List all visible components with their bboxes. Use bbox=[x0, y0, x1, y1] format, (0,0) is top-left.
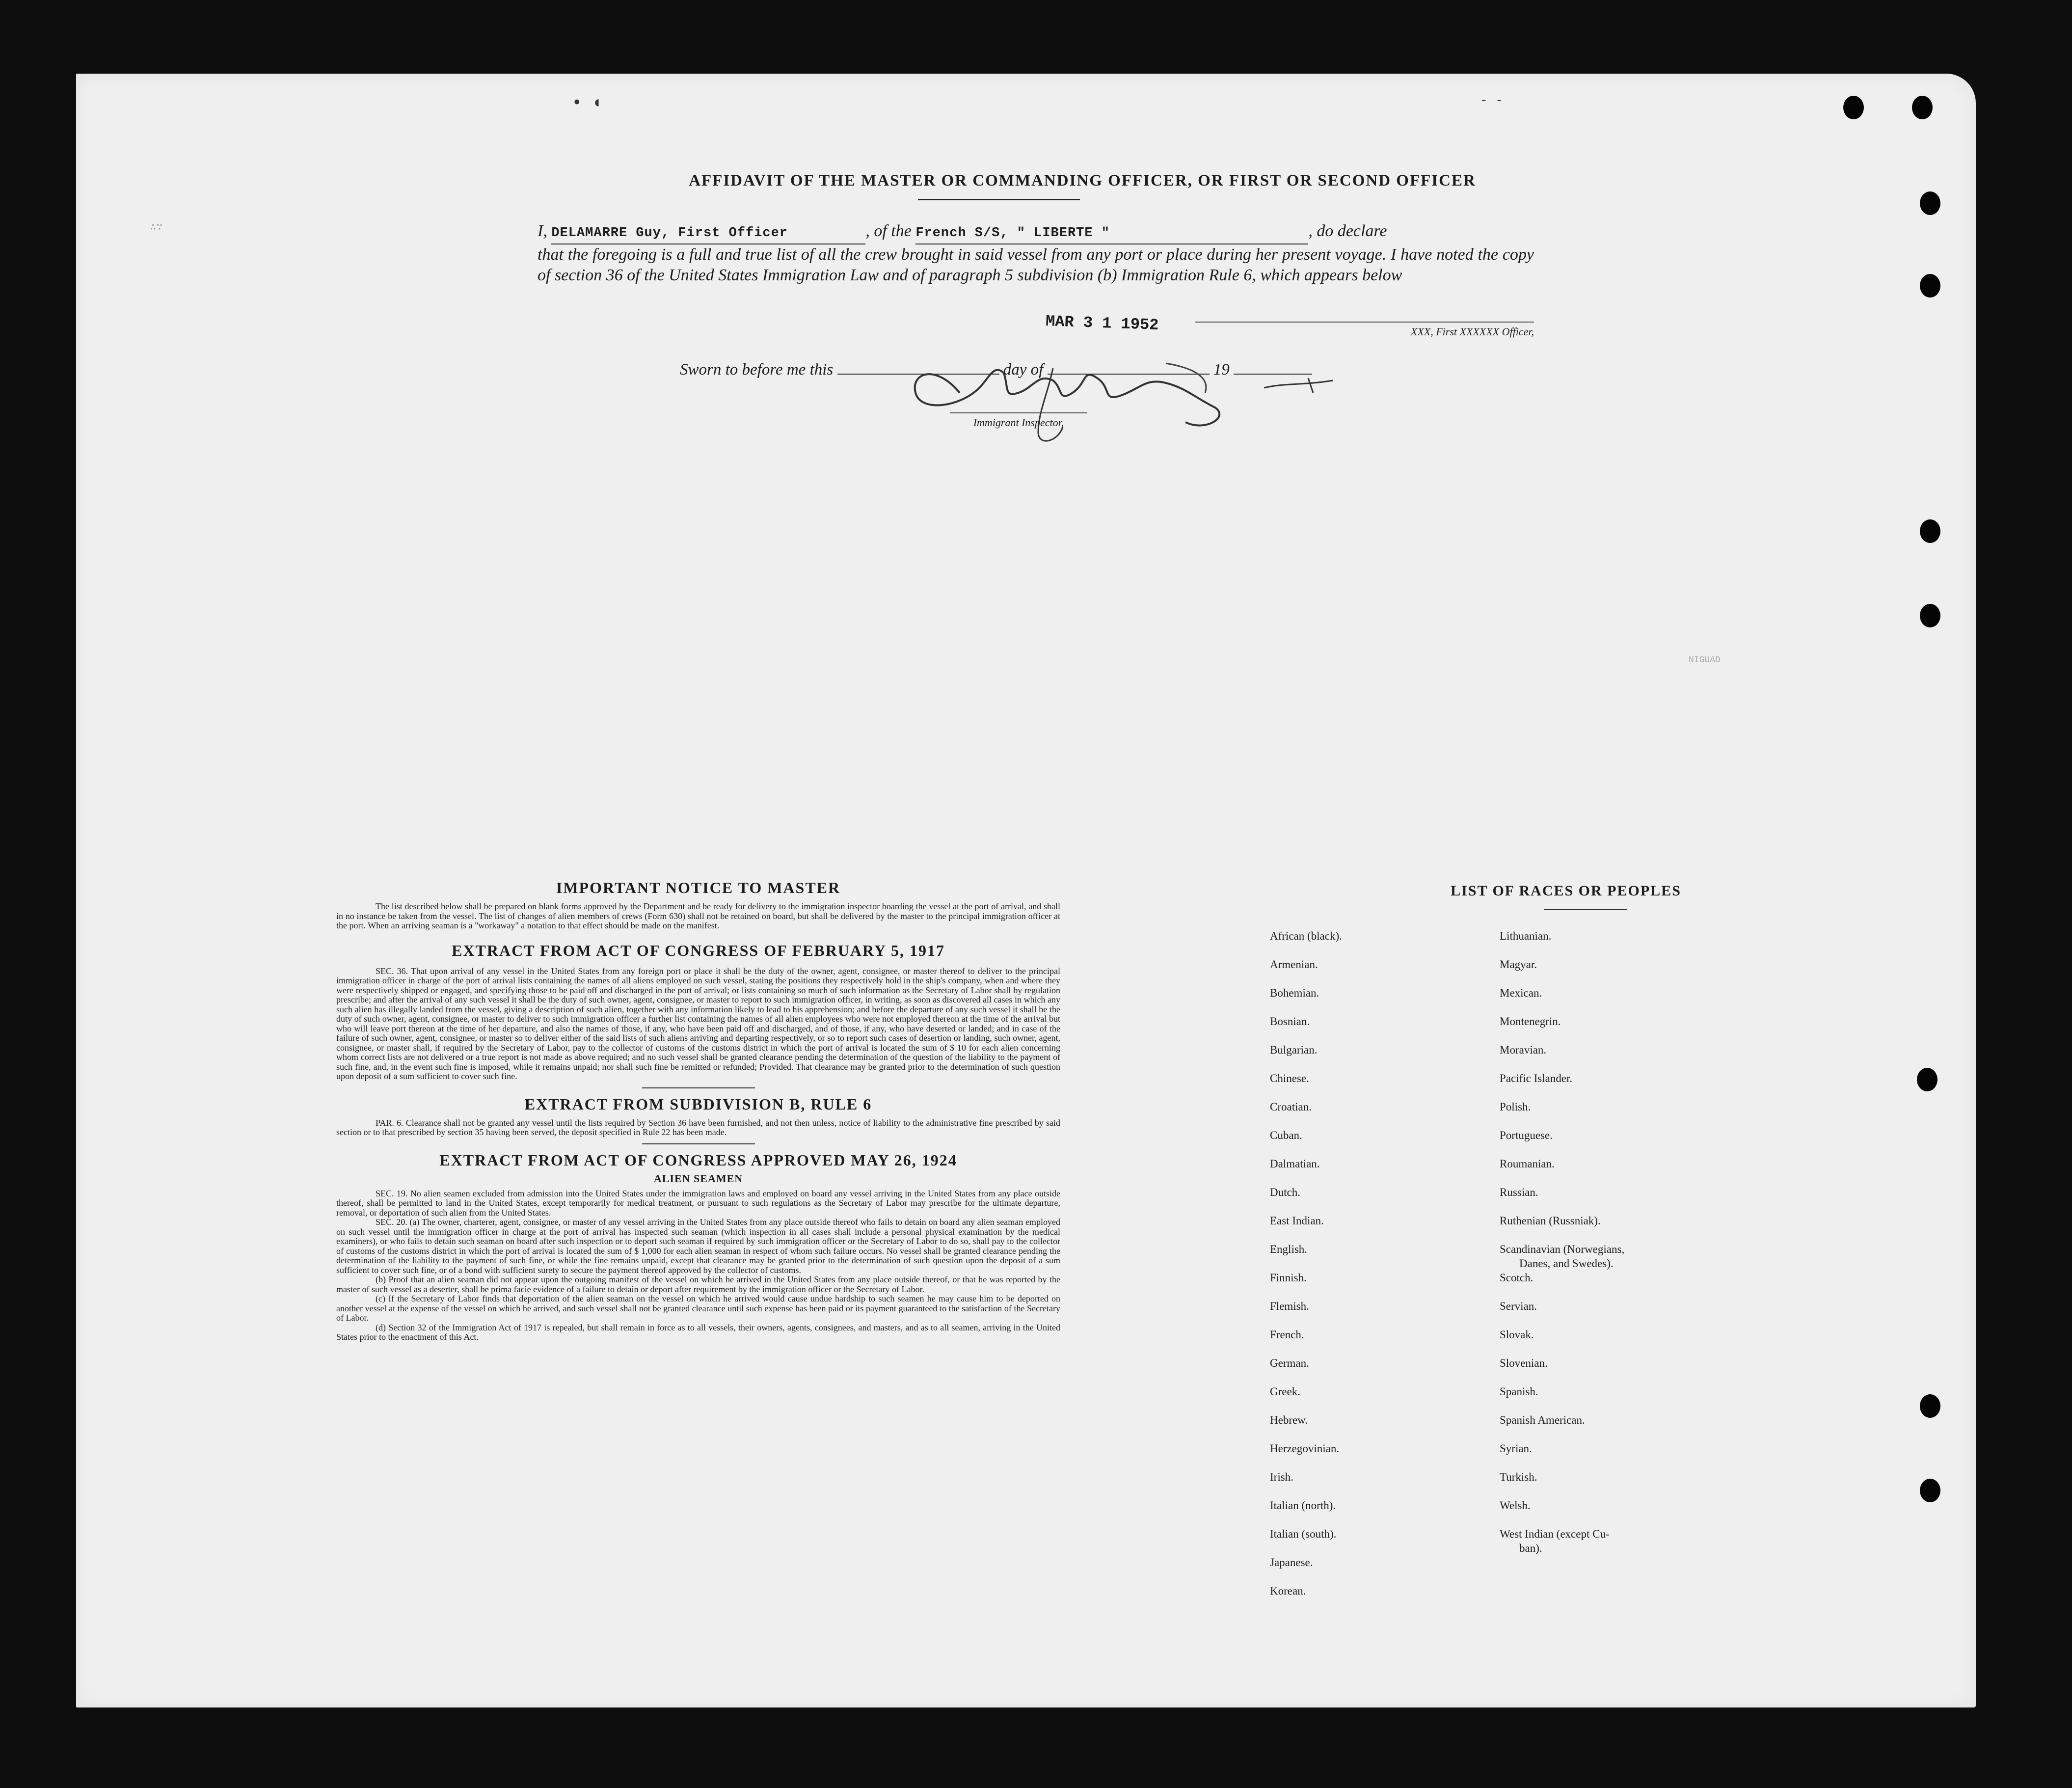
section-rule bbox=[642, 1087, 755, 1088]
race-label: Bosnian. bbox=[1270, 1015, 1310, 1028]
extract-1917-title: EXTRACT FROM ACT OF CONGRESS OF FEBRUARY 5, 1917 bbox=[452, 941, 945, 959]
punch-hole bbox=[1920, 1394, 1940, 1418]
race-item bbox=[1270, 1413, 1476, 1441]
race-item bbox=[1500, 1299, 1730, 1327]
race-label: Japanese. bbox=[1270, 1556, 1313, 1569]
margin-mark-right: NIGUAD bbox=[1689, 655, 1721, 665]
race-item bbox=[1270, 1185, 1476, 1214]
race-label: Flemish. bbox=[1270, 1300, 1309, 1312]
race-item bbox=[1270, 1071, 1476, 1100]
vessel-name: French S/S, " LIBERTE " bbox=[915, 226, 1110, 241]
punch-hole bbox=[1920, 604, 1940, 627]
date-stamp: MAR 3 1 1952 bbox=[1045, 312, 1159, 335]
race-item bbox=[1500, 1214, 1730, 1242]
race-item bbox=[1270, 1271, 1476, 1299]
race-label: Russian. bbox=[1500, 1186, 1538, 1198]
race-item bbox=[1270, 1555, 1476, 1584]
race-item bbox=[1270, 1157, 1476, 1185]
race-label: Bulgarian. bbox=[1270, 1044, 1318, 1056]
race-label: Finnish. bbox=[1270, 1272, 1307, 1284]
extract-1924-subtitle: ALIEN SEAMEN bbox=[653, 1172, 743, 1185]
race-item bbox=[1500, 1071, 1730, 1100]
race-item bbox=[1500, 1014, 1730, 1043]
race-item bbox=[1270, 1356, 1476, 1384]
race-label: Servian. bbox=[1500, 1300, 1537, 1312]
race-label: Syrian. bbox=[1500, 1442, 1532, 1455]
section-rule bbox=[642, 1143, 755, 1144]
race-item bbox=[1270, 1327, 1476, 1356]
race-item bbox=[1270, 1441, 1476, 1470]
race-item bbox=[1500, 1384, 1730, 1413]
affidavit-of-the: , of the bbox=[865, 222, 912, 240]
race-label: West Indian (except Cu- bbox=[1500, 1528, 1610, 1540]
race-item bbox=[1270, 1498, 1476, 1527]
punch-hole bbox=[1917, 1068, 1937, 1091]
race-item bbox=[1270, 1527, 1476, 1555]
day-of-label: day of bbox=[1003, 361, 1044, 379]
document-sheet bbox=[76, 74, 1976, 1707]
race-label: Pacific Islander. bbox=[1500, 1072, 1573, 1084]
race-label: Mexican. bbox=[1500, 987, 1542, 999]
race-item bbox=[1500, 957, 1730, 986]
race-item bbox=[1270, 1014, 1476, 1043]
race-item bbox=[1270, 1043, 1476, 1071]
punch-hole bbox=[1920, 274, 1940, 298]
race-label: Bohemian. bbox=[1270, 987, 1319, 999]
race-label: Ruthenian (Russniak). bbox=[1500, 1215, 1601, 1227]
extract-1924-sec19: SEC. 19. No alien seamen excluded from admission into the United States under the immigration laws and employed on board any vessel arriving in the United States from any place outside thereof, shall be permitted to land in the United States, except temporarily for medical treatment, or pursuant to such regulations as the Secretary of Labor may prescribe for the ultimate departure, removal, or deportation of such alien from the United States. bbox=[336, 1188, 1060, 1218]
notice-column bbox=[336, 879, 1060, 1342]
race-item bbox=[1500, 1356, 1730, 1384]
race-label: East Indian. bbox=[1270, 1215, 1324, 1227]
races-right-column bbox=[1500, 929, 1730, 1555]
punch-hole bbox=[1920, 1479, 1940, 1502]
race-item bbox=[1270, 1128, 1476, 1157]
race-label: Irish. bbox=[1270, 1471, 1293, 1483]
extract-1924-sec20a: SEC. 20. (a) The owner, charterer, agent, consignee, or master of any vessel arriving in the United States from any place outside thereof who fails to detain on board any alien seaman employed on such vessel until the immigration officer in charge at the port of arrival has inspected such seaman (which inspection in all cases shall include a personal physical examination by the medical examiners), or who fails to detain such seaman on board after such inspection or to deport such seaman if required by such immigration officer or the Secretary of Labor to do so, shall pay to the collector of customs of the customs district in which the port of arrival is located the sum of $ 1,000 for each alien seaman in respect of whom such failure occurs. No vessel shall be granted clearance pending the determination of the liability to the payment of such fine, or while the fine remains unpaid, except that clearance may be granted prior to the determination of such question upon the deposit of a sum sufficient to cover such fine, or of a bond with sufficient surety to secure the payment thereof approved by the collector of customs. bbox=[336, 1217, 1060, 1275]
race-label: Scandinavian (Norwegians, bbox=[1500, 1243, 1625, 1255]
race-label: Moravian. bbox=[1500, 1044, 1547, 1056]
sworn-label: Sworn to before me this bbox=[680, 361, 834, 379]
race-label: Welsh. bbox=[1500, 1499, 1531, 1512]
race-item bbox=[1270, 1470, 1476, 1498]
vessel-name-field bbox=[915, 221, 1308, 244]
officer-name-field bbox=[551, 221, 865, 244]
race-label: Italian (north). bbox=[1270, 1499, 1336, 1512]
race-label: Herzegovinian. bbox=[1270, 1442, 1340, 1455]
race-item bbox=[1500, 1271, 1730, 1299]
race-label: Danes, and Swedes). bbox=[1519, 1257, 1614, 1270]
punch-hole bbox=[1912, 96, 1933, 119]
race-item bbox=[1500, 1327, 1730, 1356]
inspector-label: Immigrant Inspector, bbox=[950, 412, 1087, 429]
race-label: Armenian. bbox=[1270, 958, 1318, 971]
race-item bbox=[1500, 1157, 1730, 1185]
race-label: German. bbox=[1270, 1357, 1309, 1369]
race-label: French. bbox=[1270, 1328, 1304, 1341]
race-item bbox=[1500, 1185, 1730, 1214]
race-item bbox=[1500, 986, 1730, 1014]
race-label: ban). bbox=[1519, 1542, 1542, 1554]
corner-mark-right: - - bbox=[1480, 93, 1503, 108]
race-item bbox=[1270, 1299, 1476, 1327]
race-label: Dutch. bbox=[1270, 1186, 1300, 1198]
race-item bbox=[1500, 1498, 1730, 1527]
affidavit-do-declare: , do declare bbox=[1308, 222, 1387, 240]
race-label: Slovak. bbox=[1500, 1328, 1534, 1341]
race-label: Scotch. bbox=[1500, 1272, 1534, 1284]
race-item bbox=[1500, 1128, 1730, 1157]
punch-hole bbox=[1920, 519, 1940, 543]
affidavit-body bbox=[538, 221, 1534, 286]
race-label: Cuban. bbox=[1270, 1129, 1302, 1141]
notice-title: IMPORTANT NOTICE TO MASTER bbox=[556, 879, 841, 896]
race-label: Roumanian. bbox=[1500, 1158, 1555, 1170]
corner-mark-left: • ◖ bbox=[572, 94, 602, 113]
race-item bbox=[1500, 1527, 1730, 1555]
affidavit-title-rule bbox=[918, 199, 1080, 200]
races-left-column bbox=[1270, 929, 1476, 1612]
race-item bbox=[1500, 1242, 1730, 1271]
affidavit-declaration-line bbox=[538, 221, 1534, 244]
race-item bbox=[1500, 1043, 1730, 1071]
extract-1924-title: EXTRACT FROM ACT OF CONGRESS APPROVED MAY 26, 1924 bbox=[439, 1151, 957, 1169]
race-item bbox=[1270, 1100, 1476, 1128]
race-label: Turkish. bbox=[1500, 1471, 1537, 1483]
officer-name: DELAMARRE Guy, First Officer bbox=[551, 226, 788, 241]
notice-text: The list described below shall be prepared on blank forms approved by the Department and be ready for delivery to the immigration inspector boarding the vessel at the port of arrival, and shall in no instance be taken from the vessel. The list of changes of alien members of crews (Form 630) shall not be retained on board, but shall be delivered by the master to the principal immigration officer at the port. When an arriving seaman is a "workaway" a notation to that effect should be made on the manifest. bbox=[336, 901, 1060, 930]
race-item bbox=[1270, 1384, 1476, 1413]
punch-hole bbox=[1920, 191, 1940, 215]
margin-mark-left: ∴∵ bbox=[150, 221, 163, 234]
race-item bbox=[1270, 1214, 1476, 1242]
race-label: African (black). bbox=[1270, 930, 1342, 942]
race-label: Greek. bbox=[1270, 1385, 1300, 1398]
race-label: Polish. bbox=[1500, 1101, 1531, 1113]
extract-1924-sec20c: (c) If the Secretary of Labor finds that deportation of the alien seaman on the vessel on which he arrived would cause undue hardship to such seamen he may cause him to be deported on another vessel at the expense of the vessel on which he arrived, and such vessel shall not be granted clearance until such expense has been paid or its payment guaranteed to the satisfaction of the Secretary of Labor. bbox=[336, 1294, 1060, 1323]
race-label: Montenegrin. bbox=[1500, 1015, 1561, 1028]
inspector-signature bbox=[891, 334, 1357, 447]
race-item bbox=[1500, 1100, 1730, 1128]
affidavit-declaration-text: that the foregoing is a full and true list of all the crew brought in said vessel from any port or place during her present voyage. I have noted the copy of section 36 of the United States Immigration Law and of paragraph 5 subdivision (b) Immigration Rule 6, which appears below bbox=[538, 245, 1534, 284]
officer-signature-label: XXX, First XXXXXX Officer, bbox=[1195, 322, 1534, 338]
punch-hole bbox=[1843, 96, 1864, 119]
race-item bbox=[1270, 929, 1476, 957]
extract-1924-sec20b: (b) Proof that an alien seaman did not appear upon the outgoing manifest of the vessel on which he arrived in the United States from any place outside thereof, or that he was reported by the master of such vessel as a deserter, shall be prima facie evidence of a failure to detain or deport after requirement by the immigration officer or the Secretary of Labor. bbox=[336, 1274, 1060, 1294]
affidavit-title: AFFIDAVIT OF THE MASTER OR COMMANDING OFFICER, OR FIRST OR SECOND OFFICER bbox=[689, 172, 1476, 190]
race-label: Slovenian. bbox=[1500, 1357, 1548, 1369]
race-label: Spanish. bbox=[1500, 1385, 1538, 1398]
race-label: Korean. bbox=[1270, 1585, 1306, 1597]
race-item bbox=[1270, 957, 1476, 986]
race-label: English. bbox=[1270, 1243, 1308, 1255]
race-label: Magyar. bbox=[1500, 958, 1537, 971]
races-title: LIST OF RACES OR PEOPLES bbox=[1451, 883, 1681, 899]
races-title-rule bbox=[1544, 909, 1627, 910]
race-item bbox=[1500, 929, 1730, 957]
race-label: Chinese. bbox=[1270, 1072, 1309, 1084]
race-label: Hebrew. bbox=[1270, 1414, 1308, 1426]
race-label: Dalmatian. bbox=[1270, 1158, 1320, 1170]
race-label: Lithuanian. bbox=[1500, 930, 1552, 942]
year-prefix: 19 bbox=[1213, 361, 1230, 379]
race-item bbox=[1270, 1242, 1476, 1271]
race-label: Portuguese. bbox=[1500, 1129, 1553, 1141]
extract-rule6-title: EXTRACT FROM SUBDIVISION B, RULE 6 bbox=[524, 1095, 872, 1113]
race-item bbox=[1500, 1441, 1730, 1470]
race-label: Spanish American. bbox=[1500, 1414, 1585, 1426]
race-label: Italian (south). bbox=[1270, 1528, 1337, 1540]
race-item bbox=[1270, 1584, 1476, 1612]
race-label: Croatian. bbox=[1270, 1101, 1312, 1113]
extract-1917-text: SEC. 36. That upon arrival of any vessel in the United States from any foreign port or place it shall be the duty of the owner, agent, consignee, or master thereof to deliver to the principal immigration officer in charge of the port of arrival lists containing the names of all aliens employed on such vessel, stating the positions they respectively hold in the ship's company, when and where they were respectively shipped or engaged, and specifying those to be paid off and discharged in the port of arrival; or lists containing so much of such information as the Secretary of Labor shall by regulation prescribe; and after the arrival of any such vessel it shall be the duty of such owner, agent, consignee, or master to report to such immigration officer, in writing, as soon as discovered all cases in which any such alien has illegally landed from the vessel, giving a description of such alien, together with any information likely to lead to his apprehension; and before the departure of any such vessel it shall be the duty of such owner, agent, consignee, or master to deliver to such immigration officer a further list containing the names of all alien employees who were not employed thereon at the time of the arrival but who will leave port thereon at the time of her departure, and also the names of those, if any, who have been paid off and discharged, and of those, if any, who have deserted or landed; and in case of the failure of such owner, agent, consignee, or master so to deliver either of the said lists of such aliens arriving and departing respectively, or so to report such cases of desertion or landing, such owner, agent, consignee, or master shall, if required by the Secretary of Labor, pay to the collector of customs of the customs district in which the port of arrival is located the sum of $ 10 for each alien concerning whom correct lists are not delivered or a true report is not made as above required; and no such vessel shall be granted clearance pending the determination of the question of the liability to the payment of such fine, and, in the event such fine is imposed, while it remains unpaid; nor shall such fine be remitted or refunded; Provided. That clearance may be granted prior to the determination of such question upon deposit of a sum sufficient to cover such fine. bbox=[336, 966, 1060, 1081]
affidavit-i: I, bbox=[538, 222, 547, 240]
race-item bbox=[1270, 986, 1476, 1014]
race-item bbox=[1500, 1413, 1730, 1441]
extract-rule6-text: PAR. 6. Clearance shall not be granted any vessel until the lists required by Section 36 have been furnished, and not then unless, notice of liability to the administrative fine prescribed by said section or to that prescribed by section 35 having been served, the deposit specified in Rule 22 has been made. bbox=[336, 1117, 1060, 1137]
race-item bbox=[1500, 1470, 1730, 1498]
extract-1924-sec20d: (d) Section 32 of the Immigration Act of 1917 is repealed, but shall remain in force as to all vessels, their owners, agents, consignees, and masters, and as to all seamen, arriving in the United States prior to the enactment of this Act. bbox=[336, 1322, 1060, 1342]
